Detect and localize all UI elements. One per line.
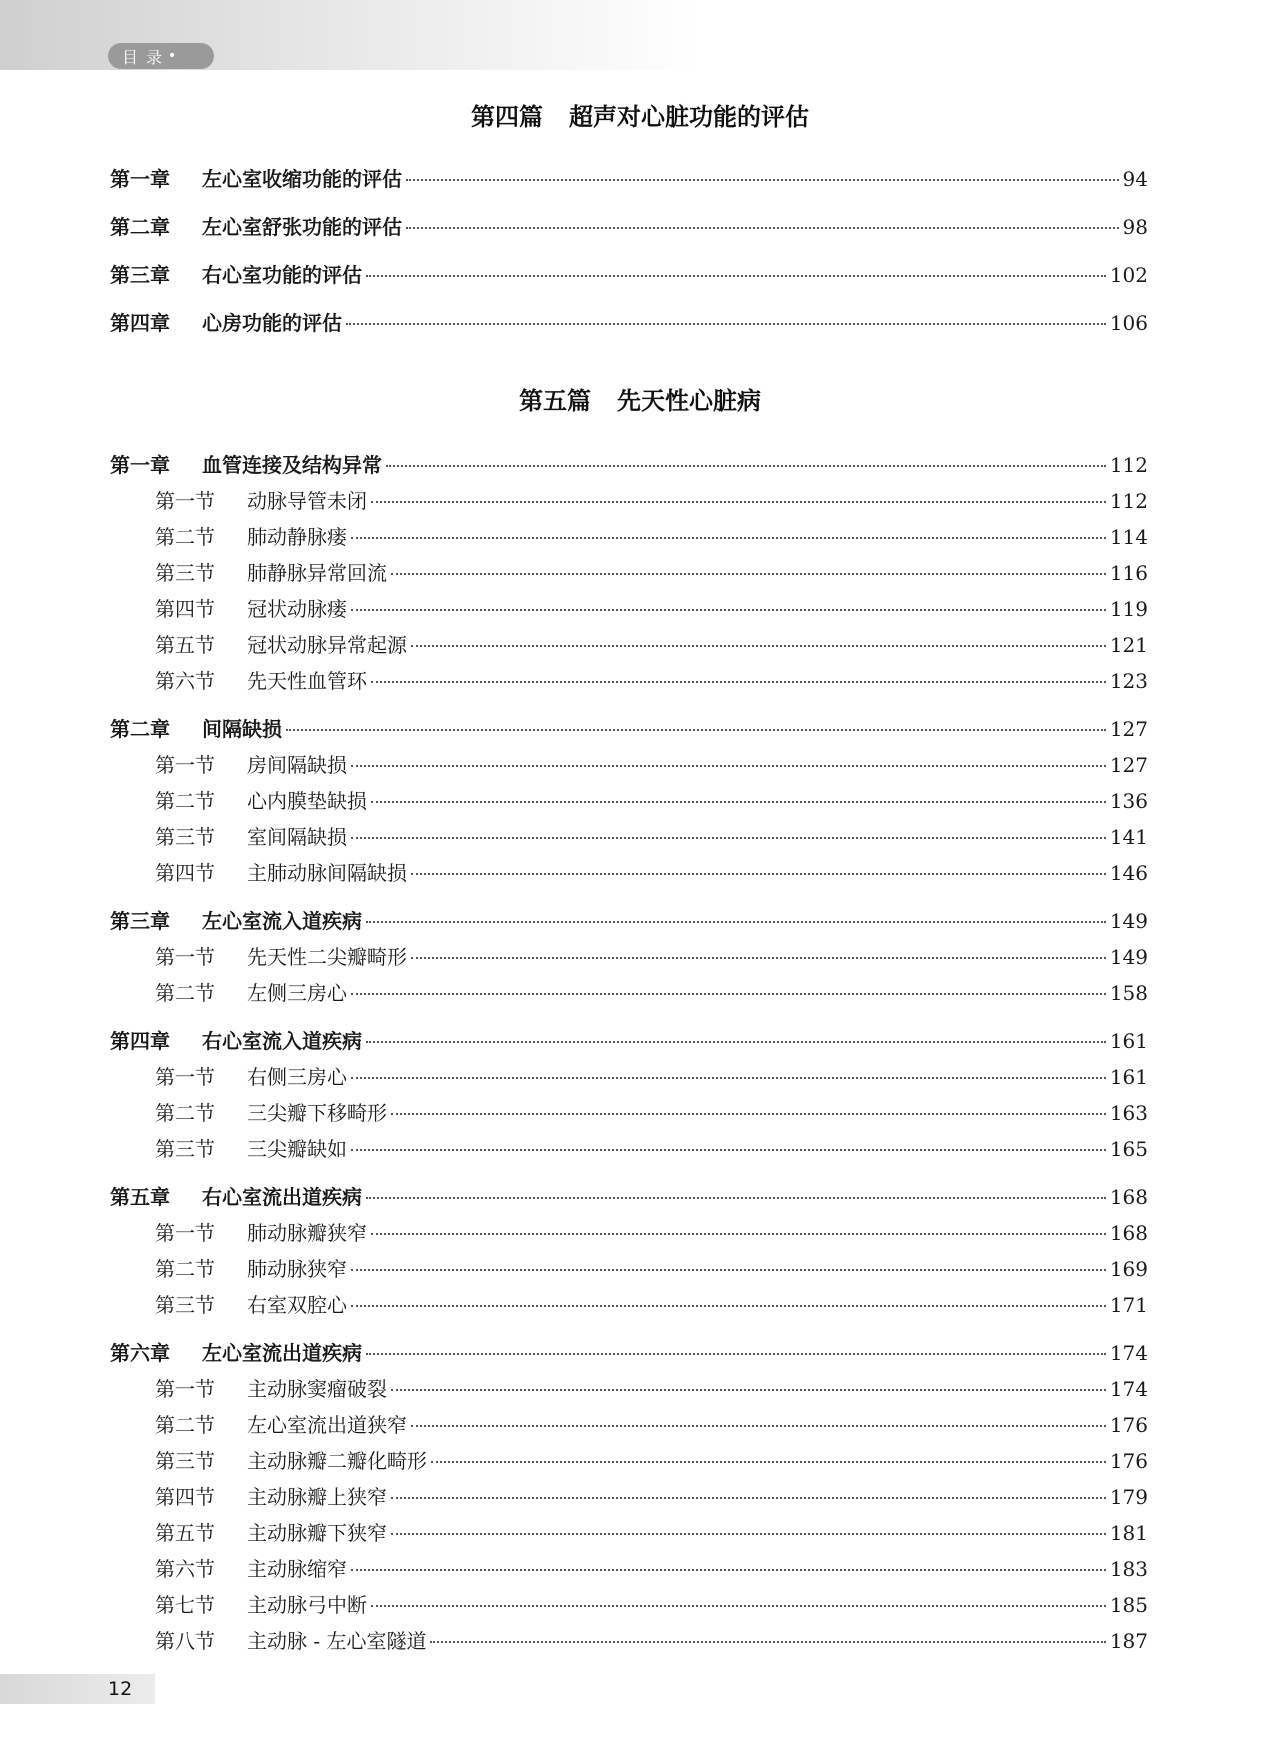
chapter-number: 第五章: [110, 1185, 170, 1209]
toc-section-row[interactable]: [155, 944, 1148, 970]
toc-section-row[interactable]: [155, 1628, 1148, 1654]
section-number: 第三节: [155, 1449, 215, 1473]
page-ref: 114: [1109, 525, 1148, 549]
toc-section-row[interactable]: [155, 1556, 1148, 1582]
section-title: 三尖瓣缺如: [247, 1137, 347, 1161]
page-ref: 174: [1109, 1341, 1148, 1365]
page-ref: 112: [1109, 489, 1148, 513]
section-title: 主动脉 - 左心室隧道: [247, 1629, 427, 1653]
page-ref: 136: [1109, 789, 1148, 813]
section-title: 主动脉瓣上狭窄: [247, 1485, 387, 1509]
dot-leader: [431, 1461, 1106, 1463]
dot-leader: [391, 1389, 1106, 1391]
toc-section-row[interactable]: [155, 596, 1148, 622]
toc-section-row[interactable]: [155, 668, 1148, 694]
toc-section-row[interactable]: [155, 860, 1148, 886]
section-title: 肺动脉狭窄: [247, 1257, 347, 1281]
chapter-title: 左心室舒张功能的评估: [202, 215, 402, 239]
dot-leader: [286, 729, 1106, 731]
toc-chapter-row[interactable]: [110, 166, 1148, 192]
dot-leader: [411, 957, 1106, 959]
chapter-title: 间隔缺损: [202, 717, 282, 741]
chapter-number: 第一章: [110, 453, 170, 477]
page-ref: 94: [1122, 167, 1148, 191]
dot-leader: [366, 1197, 1106, 1199]
section-number: 第一节: [155, 753, 215, 777]
page-number: 12: [108, 1678, 133, 1700]
section-title: 三尖瓣下移畸形: [247, 1101, 387, 1125]
page-ref: 176: [1109, 1413, 1148, 1437]
section-number: 第二节: [155, 1101, 215, 1125]
section-number: 第六节: [155, 669, 215, 693]
toc-chapter-row[interactable]: [110, 262, 1148, 288]
section-number: 第一节: [155, 1065, 215, 1089]
section-title: 肺动脉瓣狭窄: [247, 1221, 367, 1245]
section-number: 第八节: [155, 1629, 215, 1653]
dot-leader: [371, 681, 1106, 683]
section-number: 第一节: [155, 489, 215, 513]
section-title: 右侧三房心: [247, 1065, 347, 1089]
toc-section-row[interactable]: [155, 752, 1148, 778]
section-title: 左侧三房心: [247, 981, 347, 1005]
header-tab: [108, 43, 214, 69]
dot-leader: [391, 573, 1106, 575]
dot-leader: [351, 1149, 1106, 1151]
header-label: 目录: [122, 47, 171, 67]
section-title: 室间隔缺损: [247, 825, 347, 849]
page-ref: 116: [1109, 561, 1148, 585]
section-number: 第六节: [155, 1557, 215, 1581]
toc-section-row[interactable]: [155, 1376, 1148, 1402]
dot-leader: [351, 1305, 1106, 1307]
toc-section-row[interactable]: [155, 1064, 1148, 1090]
toc-chapter-row[interactable]: [110, 310, 1148, 336]
dot-leader: [406, 227, 1119, 229]
toc-section-row[interactable]: [155, 824, 1148, 850]
chapter-number: 第三章: [110, 263, 170, 287]
chapter-number: 第二章: [110, 215, 170, 239]
page-ref: 127: [1109, 753, 1148, 777]
toc-section-row[interactable]: [155, 632, 1148, 658]
dot-leader: [371, 801, 1106, 803]
section-number: 第四节: [155, 1485, 215, 1509]
dot-leader: [411, 873, 1106, 875]
chapter-number: 第四章: [110, 1029, 170, 1053]
page-ref: 98: [1122, 215, 1148, 239]
page-ref: 112: [1109, 453, 1148, 477]
chapter-title: 右心室功能的评估: [202, 263, 362, 287]
page-ref: 181: [1109, 1521, 1148, 1545]
page-ref: 123: [1109, 669, 1148, 693]
page-ref: 127: [1109, 717, 1148, 741]
toc-section-row[interactable]: [155, 1100, 1148, 1126]
dot-leader: [386, 465, 1106, 467]
section-number: 第四节: [155, 861, 215, 885]
section-title: 主动脉缩窄: [247, 1557, 347, 1581]
page-ref: 187: [1109, 1629, 1148, 1653]
section-title: 先天性血管环: [247, 669, 367, 693]
section-title: 房间隔缺损: [247, 753, 347, 777]
dot-leader: [351, 837, 1106, 839]
part-name: 先天性心脏病: [617, 387, 761, 415]
toc-section-row[interactable]: [155, 1136, 1148, 1162]
page-ref: 168: [1109, 1185, 1148, 1209]
page-ref: 163: [1109, 1101, 1148, 1125]
page-ref: 165: [1109, 1137, 1148, 1161]
toc-chapter-row[interactable]: [110, 452, 1148, 478]
chapter-title: 右心室流出道疾病: [202, 1185, 362, 1209]
section-number: 第二节: [155, 525, 215, 549]
dot-leader: [411, 645, 1106, 647]
chapter-number: 第二章: [110, 717, 170, 741]
dot-leader: [391, 1113, 1106, 1115]
section-number: 第四节: [155, 597, 215, 621]
dot-leader: [391, 1533, 1106, 1535]
part-number: 第四篇: [471, 103, 543, 131]
section-number: 第五节: [155, 633, 215, 657]
toc-section-row[interactable]: [155, 1520, 1148, 1546]
section-number: 第三节: [155, 561, 215, 585]
chapter-number: 第一章: [110, 167, 170, 191]
page-ref: 149: [1109, 909, 1148, 933]
page-ref: 168: [1109, 1221, 1148, 1245]
section-number: 第一节: [155, 1221, 215, 1245]
dot-leader: [366, 1353, 1106, 1355]
toc-chapter-row[interactable]: [110, 1028, 1148, 1054]
toc-section-row[interactable]: [155, 788, 1148, 814]
page-ref: 161: [1109, 1029, 1148, 1053]
header-dot: •: [168, 48, 177, 64]
section-number: 第一节: [155, 1377, 215, 1401]
dot-leader: [351, 1269, 1106, 1271]
page-ref: 146: [1109, 861, 1148, 885]
dot-leader: [366, 275, 1106, 277]
dot-leader: [406, 179, 1119, 181]
section-title: 左心室流出道狭窄: [247, 1413, 407, 1437]
section-number: 第二节: [155, 981, 215, 1005]
section-number: 第三节: [155, 825, 215, 849]
part-title: [0, 97, 1280, 132]
page-ref: 169: [1109, 1257, 1148, 1281]
section-title: 冠状动脉异常起源: [247, 633, 407, 657]
section-title: 右室双腔心: [247, 1293, 347, 1317]
page-ref: 185: [1109, 1593, 1148, 1617]
toc-section-row[interactable]: [155, 560, 1148, 586]
section-title: 主动脉瓣二瓣化畸形: [247, 1449, 427, 1473]
dot-leader: [351, 993, 1106, 995]
section-title: 主肺动脉间隔缺损: [247, 861, 407, 885]
page-ref: 106: [1109, 311, 1148, 335]
chapter-title: 左心室收缩功能的评估: [202, 167, 402, 191]
section-number: 第三节: [155, 1137, 215, 1161]
toc-chapter-row[interactable]: [110, 1184, 1148, 1210]
section-title: 冠状动脉瘘: [247, 597, 347, 621]
chapter-number: 第三章: [110, 909, 170, 933]
toc-section-row[interactable]: [155, 1220, 1148, 1246]
dot-leader: [351, 765, 1106, 767]
page-ref: 102: [1109, 263, 1148, 287]
toc-section-row[interactable]: [155, 1484, 1148, 1510]
header-band: [0, 0, 700, 70]
page-ref: 119: [1109, 597, 1148, 621]
page-ref: 121: [1109, 633, 1148, 657]
chapter-title: 心房功能的评估: [202, 311, 342, 335]
toc-section-row[interactable]: [155, 1448, 1148, 1474]
page-ref: 183: [1109, 1557, 1148, 1581]
section-title: 动脉导管未闭: [247, 489, 367, 513]
section-title: 先天性二尖瓣畸形: [247, 945, 407, 969]
dot-leader: [351, 1077, 1106, 1079]
section-number: 第二节: [155, 1257, 215, 1281]
section-number: 第一节: [155, 945, 215, 969]
part-title: [0, 381, 1280, 416]
part-number: 第五篇: [519, 387, 591, 415]
dot-leader: [411, 1425, 1106, 1427]
toc-section-row[interactable]: [155, 1592, 1148, 1618]
page-ref: 171: [1109, 1293, 1148, 1317]
dot-leader: [351, 537, 1106, 539]
page-ref: 176: [1109, 1449, 1148, 1473]
section-number: 第五节: [155, 1521, 215, 1545]
dot-leader: [366, 921, 1106, 923]
dot-leader: [391, 1497, 1106, 1499]
chapter-title: 血管连接及结构异常: [202, 453, 382, 477]
section-number: 第二节: [155, 1413, 215, 1437]
section-number: 第二节: [155, 789, 215, 813]
dot-leader: [351, 609, 1106, 611]
toc-chapter-row[interactable]: [110, 716, 1148, 742]
toc-chapter-row[interactable]: [110, 214, 1148, 240]
toc-section-row[interactable]: [155, 1412, 1148, 1438]
dot-leader: [351, 1569, 1106, 1571]
toc-section-row[interactable]: [155, 980, 1148, 1006]
section-number: 第三节: [155, 1293, 215, 1317]
page-ref: 141: [1109, 825, 1148, 849]
dot-leader: [371, 1233, 1106, 1235]
toc-section-row[interactable]: [155, 488, 1148, 514]
chapter-title: 右心室流入道疾病: [202, 1029, 362, 1053]
chapter-title: 左心室流入道疾病: [202, 909, 362, 933]
chapter-number: 第四章: [110, 311, 170, 335]
section-number: 第七节: [155, 1593, 215, 1617]
part-name: 超声对心脏功能的评估: [569, 103, 809, 131]
page-ref: 161: [1109, 1065, 1148, 1089]
toc-section-row[interactable]: [155, 524, 1148, 550]
section-title: 主动脉弓中断: [247, 1593, 367, 1617]
toc-section-row[interactable]: [155, 1256, 1148, 1282]
dot-leader: [346, 323, 1106, 325]
dot-leader: [430, 1641, 1105, 1643]
chapter-number: 第六章: [110, 1341, 170, 1365]
section-title: 主动脉窦瘤破裂: [247, 1377, 387, 1401]
dot-leader: [366, 1041, 1106, 1043]
page-ref: 179: [1109, 1485, 1148, 1509]
dot-leader: [371, 501, 1106, 503]
section-title: 心内膜垫缺损: [247, 789, 367, 813]
page-ref: 174: [1109, 1377, 1148, 1401]
page-ref: 149: [1109, 945, 1148, 969]
section-title: 肺静脉异常回流: [247, 561, 387, 585]
page-ref: 158: [1109, 981, 1148, 1005]
dot-leader: [371, 1605, 1106, 1607]
section-title: 肺动静脉瘘: [247, 525, 347, 549]
chapter-title: 左心室流出道疾病: [202, 1341, 362, 1365]
toc-chapter-row[interactable]: [110, 908, 1148, 934]
toc-section-row[interactable]: [155, 1292, 1148, 1318]
section-title: 主动脉瓣下狭窄: [247, 1521, 387, 1545]
toc-chapter-row[interactable]: [110, 1340, 1148, 1366]
